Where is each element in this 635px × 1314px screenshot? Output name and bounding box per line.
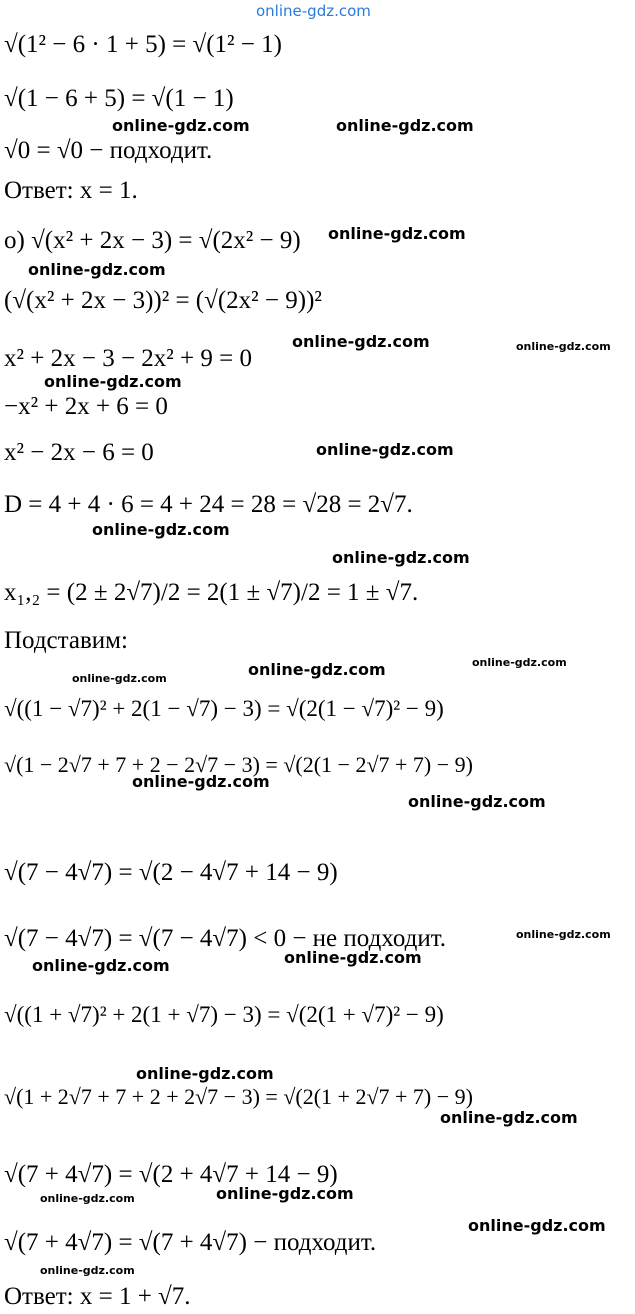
equation-line: √(1² − 6 · 1 + 5) = √(1² − 1) — [4, 31, 282, 58]
watermark: online-gdz.com — [516, 340, 611, 353]
watermark: online-gdz.com — [32, 956, 170, 975]
equation-line: x² + 2x − 3 − 2x² + 9 = 0 — [4, 345, 252, 372]
equation-line: √((1 − √7)² + 2(1 − √7) − 3) = √(2(1 − √7)² − 9) — [4, 696, 444, 721]
equation-line: x² − 2x − 6 = 0 — [4, 439, 154, 466]
watermark: online-gdz.com — [44, 372, 182, 391]
watermark: online-gdz.com — [132, 772, 270, 791]
watermark: online-gdz.com — [72, 672, 167, 685]
watermark: online-gdz.com — [472, 656, 567, 669]
equation-line: √(1 − 2√7 + 7 + 2 − 2√7 − 3) = √(2(1 − 2√7 + 7) − 9) — [4, 752, 473, 777]
watermark: online-gdz.com — [112, 116, 250, 135]
equation-line: √(7 − 4√7) = √(2 − 4√7 + 14 − 9) — [4, 859, 338, 886]
watermark: online-gdz.com — [332, 548, 470, 567]
watermark: online-gdz.com — [440, 1108, 578, 1127]
watermark: online-gdz.com — [284, 948, 422, 967]
watermark: online-gdz.com — [336, 116, 474, 135]
watermark: online-gdz.com — [136, 1064, 274, 1083]
header-watermark: online-gdz.com — [256, 2, 371, 20]
answer-line: Ответ: x = 1 + √7. — [4, 1283, 191, 1310]
watermark: online-gdz.com — [40, 1264, 135, 1277]
roots-line: x₁,₂ = (2 ± 2√7)/2 = 2(1 ± √7)/2 = 1 ± √7. — [4, 579, 419, 606]
equation-line: √(7 + 4√7) = √(2 + 4√7 + 14 − 9) — [4, 1161, 338, 1188]
watermark: online-gdz.com — [92, 520, 230, 539]
watermark: online-gdz.com — [216, 1184, 354, 1203]
watermark: online-gdz.com — [248, 660, 386, 679]
watermark: online-gdz.com — [28, 260, 166, 279]
equation-line: √(7 + 4√7) = √(7 + 4√7) − подходит. — [4, 1229, 377, 1256]
watermark: online-gdz.com — [292, 332, 430, 351]
watermark: online-gdz.com — [516, 928, 611, 941]
equation-line: о) √(x² + 2x − 3) = √(2x² − 9) — [4, 227, 301, 254]
equation-line: √(7 − 4√7) = √(7 − 4√7) < 0 − не подходит. — [4, 925, 447, 952]
equation-line: √(1 + 2√7 + 7 + 2 + 2√7 − 3) = √(2(1 + 2√7 + 7) − 9) — [4, 1084, 473, 1109]
section-label: Подставим: — [4, 627, 128, 654]
equation-line: (√(x² + 2x − 3))² = (√(2x² − 9))² — [4, 287, 322, 314]
equation-line: √0 = √0 − подходит. — [4, 137, 213, 164]
watermark: online-gdz.com — [40, 1192, 135, 1205]
answer-line: Ответ: x = 1. — [4, 177, 138, 204]
equation-line: −x² + 2x + 6 = 0 — [4, 393, 168, 420]
equation-line: √(1 − 6 + 5) = √(1 − 1) — [4, 85, 234, 112]
watermark: online-gdz.com — [468, 1216, 606, 1235]
discriminant-line: D = 4 + 4 · 6 = 4 + 24 = 28 = √28 = 2√7. — [4, 491, 413, 518]
watermark: online-gdz.com — [408, 792, 546, 811]
equation-line: √((1 + √7)² + 2(1 + √7) − 3) = √(2(1 + √7)² − 9) — [4, 1002, 444, 1027]
watermark: online-gdz.com — [316, 440, 454, 459]
watermark: online-gdz.com — [328, 224, 466, 243]
